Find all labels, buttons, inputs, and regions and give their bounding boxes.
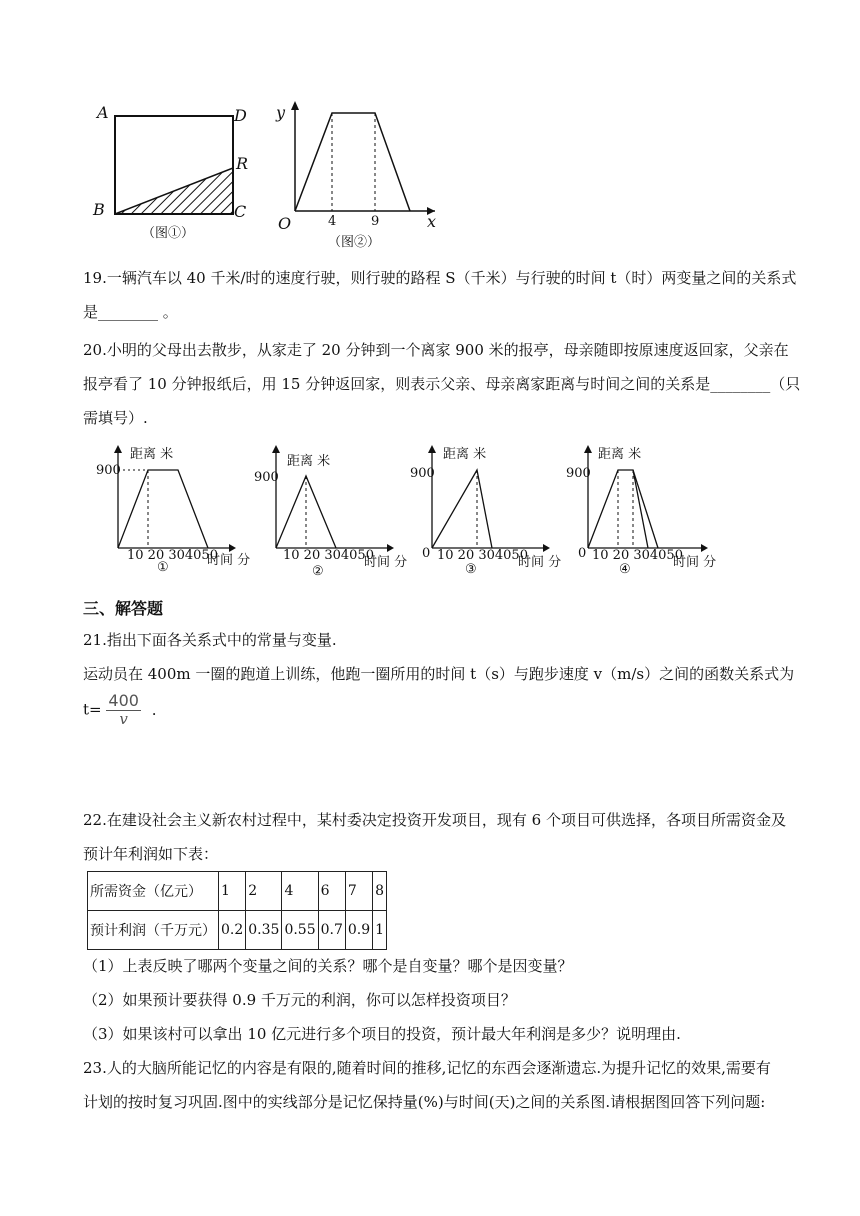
table-row (88, 911, 387, 950)
fig2-tick-9: 9 (371, 214, 380, 229)
q22-sub2: （2）如果预计要获得 0.9 千万元的利润，你可以怎样投资项目？ (83, 991, 516, 1009)
formula-prefix: t= (83, 700, 102, 719)
sg1-y900: 900 (96, 463, 121, 478)
sg2-caption: ② (312, 564, 324, 579)
sg1-xticks: 10 20 304050 (127, 548, 218, 563)
q19-line1: 19.一辆汽车以 40 千米/时的速度行驶，则行驶的路程 S（千米）与行驶的时间 t（时）两变量之间的关系式 (83, 269, 797, 287)
sg3-xlabel: 时间 分 (518, 555, 562, 570)
sg4-xlabel: 时间 分 (673, 555, 717, 570)
table-cell: 1 (373, 911, 387, 950)
fig1-label-r: R (236, 154, 249, 173)
q23-line1: 23.人的大脑所能记忆的内容是有限的,随着时间的推移,记忆的东西会逐渐遗忘.为提升记忆的效果,需要有 (83, 1059, 771, 1077)
sg4-caption: ④ (619, 562, 631, 577)
formula-fraction (106, 692, 141, 727)
q22-sub3: （3）如果该村可以拿出 10 亿元进行多个项目的投资，预计最大年利润是多少？说明理由. (83, 1025, 681, 1043)
q21-line1: 21.指出下面各关系式中的常量与变量. (83, 631, 337, 649)
q22-line1: 22.在建设社会主义新农村过程中，某村委决定投资开发项目，现有 6 个项目可供选择，各项目所需资金及 (83, 811, 786, 829)
sg4-ylabel: 距离 米 (598, 447, 642, 462)
q21-line2: 运动员在 400m 一圈的跑道上训练，他跑一圈所用的时间 t（s）与跑步速度 v（m/s）之间的函数关系式为 (83, 665, 795, 683)
small-graph-4 (566, 440, 726, 558)
q20-line1: 20.小明的父母出去散步，从家走了 20 分钟到一个离家 900 米的报亭，母亲随即按原速度返回家，父亲在 (83, 341, 789, 359)
fig2-origin: O (278, 214, 292, 233)
formula-numerator: 400 (108, 691, 139, 710)
table-cell: 0.35 (246, 911, 282, 950)
formula-suffix: . (151, 700, 157, 719)
q20-line3: 需填号）. (83, 409, 148, 427)
sg3-xticks: 10 20 304050 (437, 548, 528, 563)
table-head-cell: 预计利润（千万元） (88, 911, 219, 950)
formula-denominator: v (119, 710, 128, 728)
fig1-label-b: B (93, 200, 105, 219)
sg3-xzero: 0 (422, 546, 431, 561)
fig2-axis-x: x (427, 212, 437, 231)
section-title: 三、解答题 (83, 599, 164, 618)
sg1-xlabel: 时间 分 (207, 553, 251, 568)
q23-line2: 计划的按时复习巩固.图中的实线部分是记忆保持量(%)与时间(天)之间的关系图.请根据图回答下列问题: (83, 1093, 766, 1111)
table-row (88, 872, 387, 911)
table-cell: 0.9 (345, 911, 372, 950)
table-cell: 0.2 (219, 911, 246, 950)
table-cell: 0.55 (282, 911, 318, 950)
table-cell: 2 (246, 872, 282, 911)
table-cell: 1 (219, 872, 246, 911)
sg2-ylabel: 距离 米 (287, 454, 331, 469)
fig1-label-c: C (234, 202, 247, 221)
figure-2-graph (280, 98, 440, 228)
sg4-xticks: 10 20 304050 (592, 548, 683, 563)
fig1-label-a: A (97, 103, 109, 122)
sg3-caption: ③ (465, 562, 477, 577)
sg3-ylabel: 距离 米 (443, 447, 487, 462)
sg2-xlabel: 时间 分 (364, 555, 408, 570)
table-cell: 8 (373, 872, 387, 911)
q20-line2: 报亭看了 10 分钟报纸后，用 15 分钟返回家，则表示父亲、母亲离家距离与时间之间的关系是________（只 (83, 375, 801, 393)
sg2-xticks: 10 20 304050 (283, 548, 374, 563)
fig2-axis-y: y (276, 103, 286, 122)
q22-line2: 预计年利润如下表： (83, 845, 219, 863)
sg1-ylabel: 距离 米 (130, 447, 174, 462)
sg1-caption: ① (157, 560, 169, 575)
table-cell: 0.7 (318, 911, 345, 950)
q21-formula (83, 692, 157, 727)
table-cell: 4 (282, 872, 318, 911)
sg4-xzero: 0 (578, 546, 587, 561)
fig1-caption: （图①） (142, 226, 195, 241)
table-cell: 6 (318, 872, 345, 911)
table-head-cell: 所需资金（亿元） (88, 872, 219, 911)
fig2-caption: （图②） (328, 235, 381, 250)
sg2-y900: 900 (254, 470, 279, 485)
sg3-y900: 900 (410, 466, 435, 481)
fig2-tick-4: 4 (328, 214, 337, 229)
q22-table (87, 871, 387, 950)
q22-sub1: （1）上表反映了哪两个变量之间的关系？哪个是自变量？哪个是因变量？ (83, 957, 573, 975)
q19-line2: 是________ 。 (83, 303, 178, 321)
table-cell: 7 (345, 872, 372, 911)
sg4-y900: 900 (566, 466, 591, 481)
fig1-label-d: D (234, 106, 247, 125)
